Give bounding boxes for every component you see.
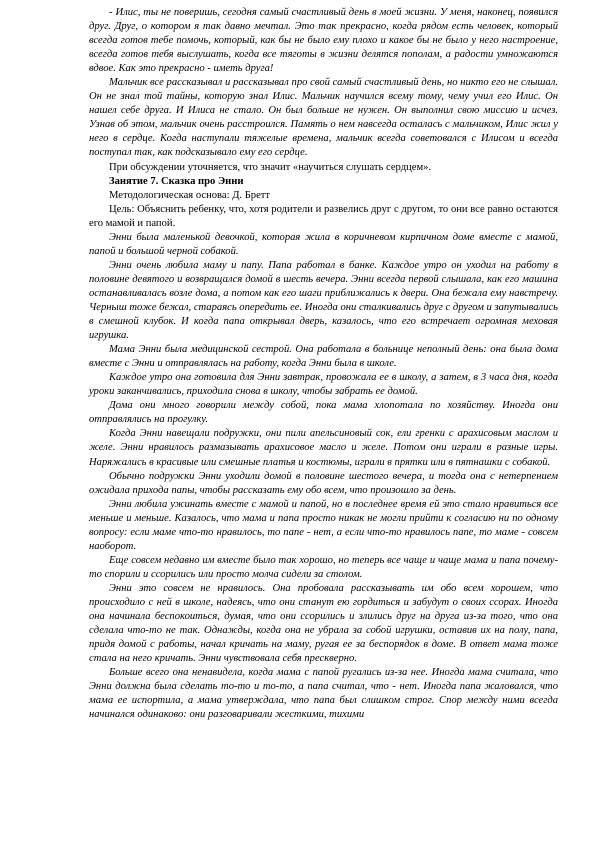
paragraph: Энни любила ужинать вместе с мамой и папой, но в последнее время ей это стало нравиться все меньше и меньше. Казалось, что мама и папа просто никак не могли прийти к согласию ни по одному вопросу: если маме что-то нравилось, то папе - нет, а если что-то нравилось папе, то маме - совсем наоборот. bbox=[89, 498, 558, 552]
document-body bbox=[89, 6, 558, 722]
methodology-line: Методологическая основа: Д. Бретт bbox=[109, 189, 271, 201]
lesson-heading: Занятие 7. Сказка про Энни bbox=[109, 175, 244, 187]
goal-paragraph bbox=[89, 203, 558, 231]
paragraph: Каждое утро она готовила для Энни завтрак, провожала ее в школу, а затем, в 3 часа дня, когда уроки заканчивались, приходила снова в школу, чтобы забрать ее домой. bbox=[89, 372, 558, 398]
paragraph: При обсуждении уточняется, что значит «научиться слушать сердцем». bbox=[109, 161, 432, 173]
paragraph: Мама Энни была медицинской сестрой. Она работала в больнице неполный день: она была дома вместе с Энни и отправлялась на работу, когда Энни была в школе. bbox=[89, 344, 558, 370]
paragraph: Энни была маленькой девочкой, которая жила в коричневом кирпичном доме вместе с мамой, папой и большой черной собакой. bbox=[89, 231, 558, 257]
paragraph: Больше всего она ненавидела, когда мама с папой ругались из-за нее. Иногда мама считала, что Энни должна была сделать то-то и то-то, а папа считал, что - нет. Иногда папа жаловался, что мама ее испортила, а мама утверждала, что папа был слишком строг. Спор между ними всегда начинался одинаково: они разговаривали жесткими, тихими bbox=[89, 667, 558, 721]
paragraph: Еще совсем недавно им вместе было так хорошо, но теперь все чаще и чаще мама и папа почему-то спорили и ссорились или просто молча сидели за столом. bbox=[89, 554, 558, 580]
paragraph: - Илис, ты не поверишь, сегодня самый счастливый день в моей жизни. У меня, наконец, появился друг. Друг, о котором я так давно мечтал. Это так прекрасно, когда рядом есть человек, который всегда готов тебе помочь, который, как бы не было ему плохо и какое бы не было у него настроение, всегда готов тебя выслушать, когда все тяготы в жизни делятся пополам, а радости умножаются вдвое. Как это прекрасно - иметь друга! bbox=[89, 7, 558, 75]
goal-text: Объяснить ребенку, что, хотя родители и развелись друг с другом, то они все равно остаются его мамой и папой. bbox=[89, 203, 558, 229]
paragraph: Мальчик все рассказывал и рассказывал про свой самый счастливый день, но никто его не слышал. Он не знал той тайны, которую знал Илис. Мальчик научился всему тому, чему учил его Илис. Он нашел себе друга. И Илиса не стало. Он был больше не нужен. Он выполнил свою миссию и исчез. Узнав об этом, мальчик очень расстроился. Память о нем навсегда осталась с мальчиком, Илис жил у него в сердце. Когда наступали тяжелые времена, мальчик всегда советовался с Илисом и всегда поступал так, как подсказывало ему его сердце. bbox=[89, 77, 558, 159]
goal-label: Цель: bbox=[109, 203, 135, 215]
paragraph: Энни это совсем не нравилось. Она пробовала рассказывать им обо всем хорошем, что происходило с ней в школе, надеясь, что они станут ею гордиться и забудут о своих ссорах. Иногда она начинала беспокоиться, думая, что они ссорились и злились друг на друга из-за того, что она сделала что-то не так. Однажды, когда она не убрала за собой игрушки, оставив их на полу, папа, придя домой с работы, начал кричать на маму, ругая ее за беспорядок в доме. В ответ мама тоже стала на него кричать. Энни чувствовала себя прескверно. bbox=[89, 582, 558, 665]
paragraph: Энни очень любила маму и папу. Папа работал в банке. Каждое утро он уходил на работу в половине девятого и возвращался домой в шесть вечера. Энни всегда первой слышала, как его машина останавливалась возле дома, а потом как его шаги приближались к двери. Она бежала ему навстречу. Черныш тоже бежал, стараясь опередить ее. Иногда они сталкивались друг с другом и запутывались в смешной клубок. И когда папа открывал дверь, казалось, что его встречает огромная меховая игрушка. bbox=[89, 259, 558, 342]
paragraph: Обычно подружки Энни уходили домой в половине шестого вечера, и тогда она с нетерпением ожидала прихода папы, чтобы рассказать ему обо всем, что произошло за день. bbox=[89, 470, 558, 496]
paragraph: Дома они много говорили между собой, пока мама хлопотала по хозяйству. Иногда они отправлялись на прогулку. bbox=[89, 400, 558, 426]
paragraph: Когда Энни навещали подружки, они пили апельсиновый сок, ели гренки с арахисовым маслом и желе. Энни нравилось размазывать арахисовое масло и желе. Потом они играли в разные игры. Наряжались в красивые или смешные платья и костюмы, играли в прятки или в пятнашки с собакой. bbox=[89, 428, 558, 468]
